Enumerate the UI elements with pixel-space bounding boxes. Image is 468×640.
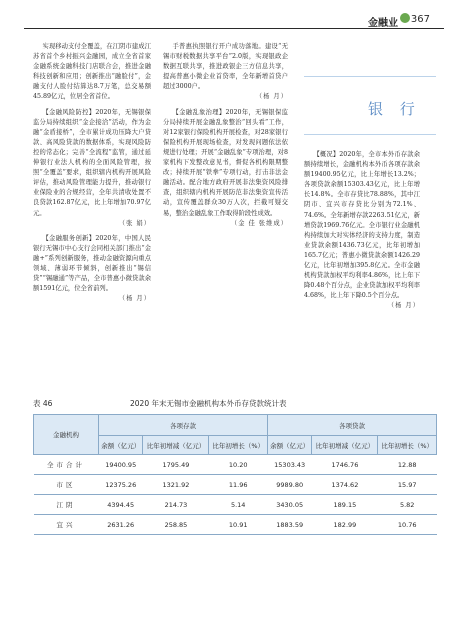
text-column-2 [163,42,288,229]
section-ornament-icon [400,13,410,23]
author-signature: （金 佳 张维成） [230,219,288,227]
column-header-loan-change: 比年初增减（亿元） [312,436,378,455]
text-column-1 [33,42,151,304]
column-header-deposit-balance: 余额（亿元） [99,436,143,455]
paragraph: 实现移动支付全覆盖，在江阴市建成江苏省首个乡村振兴金融园，成立全省首家金融系统金融科技门店联合会，推进金融科技创新和应用；创新推出“融脸付”，金融支付人脸付结算达8.7万笔，总交易额45.89亿元，位居全省首位。 [33,43,151,101]
page-number: 367 [410,14,430,25]
chapter-title: 银 行 [368,100,421,118]
column-header-loan-balance: 余额（亿元） [267,436,311,455]
column-group-deposits: 各项存款 [99,415,268,436]
header-rule [24,28,444,29]
paragraph: 手普惠执照银行开户成功落地。建设“无锡市财税数据共享平台”2.0版，实现银政企数据互联共享，推进政银企三方信息共享，提高普惠小微企业首贷率，全年新增首贷户超过3000户。 [163,43,288,91]
table-row: 全市合计 19400.95 1795.49 10.20 15303.43 1746.76 12.88 [34,455,437,475]
column-group-loans: 各项贷款 [267,415,436,436]
table-row: 江阴 4394.45 214.73 5.14 3430.05 189.15 5.82 [34,495,437,515]
paragraph: 【金融乱象治理】2020年，无锡银保监分局持续开展金融乱象整治“回头看”工作，对12家银行保险机构开展检查，对28家银行保险机构开展现场检查，对发现问题依法依规进行处理；开展“金融乱象”专项治理，对8家机构下发整改意见书，督促各机构限期整改；持续开展“铁拳”专项行动，打击非法金融活动。配合地方政府开展非法集资风险排查，组织辖内机构开展防范非法集资宣传活动，宣传覆盖群众30万人次，拦截可疑交易，整治金融乱象工作取得阶段性成效。 [163,108,288,217]
author-signature: （杨 月） [387,302,420,310]
table-row: 市区 12375.26 1321.92 11.96 9989.80 1374.62 15.97 [34,475,437,495]
statistics-table [33,414,437,535]
text-column-3 [304,150,420,312]
column-header-loan-pct: 比年初增长（%） [378,436,437,455]
paragraph: 【概况】2020年，全市本外币存款余额持续增长，金融机构本外币各项存款余额19400.95亿元，比上年增长13.2%；各项贷款余额15303.43亿元，比上年增长14.8%。全市存贷比78.88%，其中江阴市、宜兴市存贷比分别为72.1%、74.6%。全年新增存款2263.51亿元，新增贷款1969.76亿元。全市银行业金融机构持续加大对实体经济的支持力度，制造业贷款余额1436.73亿元，比年初增加165.7亿元；普惠小微贷款余额1426.29亿元，比年初增加395.8亿元。全市金融机构贷款加权平均利率4.86%，比上年下降0.48个百分点，企业贷款加权平均利率4.68%，比上年下降0.5个百分点。 [304,151,420,300]
author-signature: （张 娟） [118,219,151,227]
table-row: 宜兴 2631.26 258.85 10.91 1883.59 182.99 10.76 [34,515,437,535]
paragraph: 【金融风险防控】2020年，无锡银保监分局持续组织“金企接洽”活动，作为金融“金盾接桥”，全市累计成功压降大户贷款、高风险贷款的数据体系，实现风险防控的常态化；完善“全流程”监管，通过延伸银行业法人机构的全面风险管理，按照“全覆盖”要求，组织辖内机构开展风险评估，推动风险管理能力提升，推动银行业保险业的合规经营，全年共清收处置不良贷款162.87亿元，比上年增加70.97亿元。 [33,108,151,217]
section-title: 金融业 [368,18,398,29]
column-header-org: 金融机构 [34,415,99,455]
table-label: 表 46 [33,399,53,408]
paragraph: 【金融服务创新】2020年，中国人民银行无锡市中心支行会同相关部门推出“金融+”系列创新服务，推动金融资源向重点领域、薄弱环节倾斜，创新推出“锡信贷”“锡融通”等产品，全市普惠小微贷款余额1591亿元，位全省前列。 [33,234,151,293]
column-header-deposit-change: 比年初增减（亿元） [143,436,209,455]
author-signature: （杨 月） [255,93,288,101]
column-header-deposit-pct: 比年初增长（%） [209,436,268,455]
author-signature: （杨 月） [118,295,151,303]
table-title: 2020 年末无锡市金融机构本外币存贷款统计表 [130,399,287,408]
